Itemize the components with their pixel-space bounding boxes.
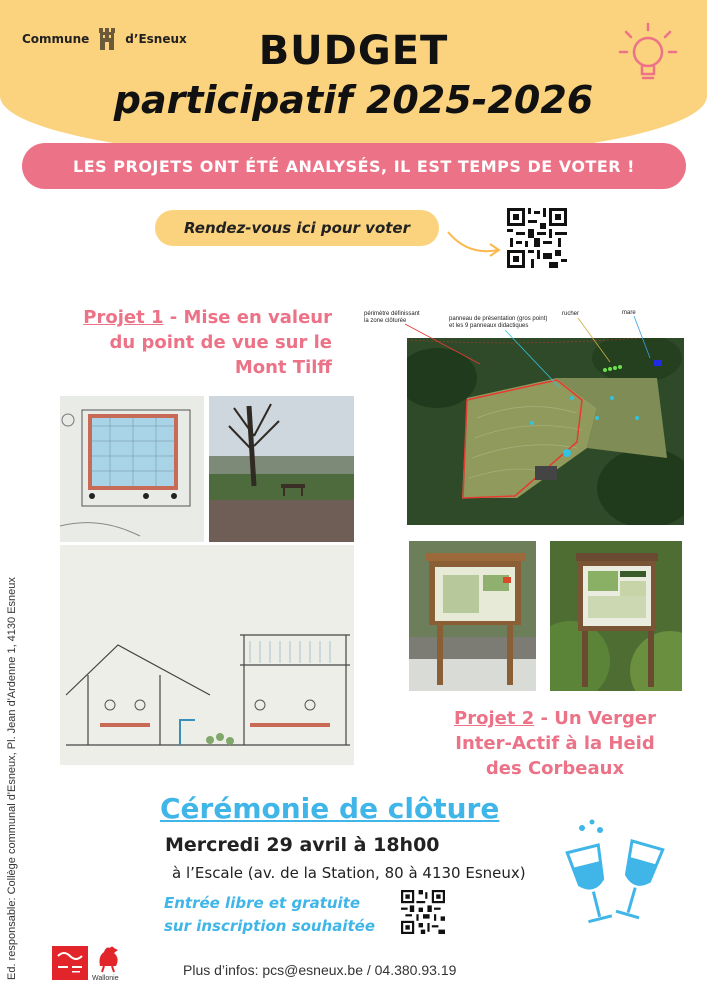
project2-title	[420, 706, 690, 781]
wallonie-rooster-icon	[94, 944, 124, 974]
entry-line1: Entrée libre et gratuite	[164, 894, 361, 912]
project1-title	[72, 305, 332, 380]
responsible-text: Ed. responsable: Collège communal d'Esneux, Pl. Jean d'Ardenne 1, 4130 Esneux	[6, 577, 18, 980]
annotation-panel: panneau de présentation (gros point) et les 9 panneaux didactiques	[449, 316, 548, 329]
project2-panel-photo-1	[409, 541, 536, 691]
toast-glasses-icon	[560, 818, 670, 938]
project1-tag: Projet 1	[83, 307, 164, 328]
project2-panel-photo-2	[550, 541, 682, 691]
pcs-logo	[52, 946, 88, 980]
title-participatif: participatif 2025-2026	[113, 78, 594, 122]
project1-viewpoint-photo	[209, 396, 354, 542]
project1-plan-top-view	[60, 396, 204, 542]
responsible-publisher	[6, 520, 26, 980]
entry-line2: sur inscription souhaitée	[164, 917, 376, 935]
project1-line2: du point de vue sur le	[109, 332, 332, 353]
registration-qr-code[interactable]	[401, 890, 445, 934]
project1-line3: Mont Tilff	[234, 357, 332, 378]
annotation-lines	[360, 300, 690, 390]
vote-qr-code[interactable]	[507, 208, 567, 268]
ceremony-place: à l’Escale (av. de la Station, 80 à 4130 Esneux)	[172, 864, 526, 882]
annotation-mare: mare	[622, 310, 636, 316]
contact-info: Plus d’infos: pcs@esneux.be / 04.380.93.19	[183, 962, 457, 978]
annotation-perimeter: périmètre définissant la zone clôturée	[364, 311, 420, 324]
ceremony-title: Cérémonie de clôture	[160, 792, 500, 825]
lightbulb-icon	[612, 18, 684, 90]
project2-line3: des Corbeaux	[485, 758, 625, 779]
commune-name: d’Esneux	[125, 32, 187, 46]
project1-elevation-drawing	[60, 545, 354, 765]
project2-line2: Inter-Actif à la Heid	[455, 733, 655, 754]
vote-banner: LES PROJETS ONT ÉTÉ ANALYSÉS, IL EST TEMPS DE VOTER !	[22, 143, 686, 189]
annotation-rucher: rucher	[562, 311, 580, 317]
title-budget: BUDGET	[258, 28, 449, 74]
vote-here-pill[interactable]: Rendez-vous ici pour voter	[155, 210, 439, 246]
project2-tag: Projet 2	[454, 708, 535, 729]
ceremony-date: Mercredi 29 avril à 18h00	[165, 834, 440, 856]
commune-label: Commune	[22, 32, 90, 46]
ceremony-entry	[164, 892, 375, 938]
wallonie-label: Wallonie	[92, 975, 119, 982]
project1-line1: - Mise en valeur	[163, 307, 332, 328]
arrow-icon	[444, 226, 504, 260]
project2-line1: - Un Verger	[534, 708, 656, 729]
